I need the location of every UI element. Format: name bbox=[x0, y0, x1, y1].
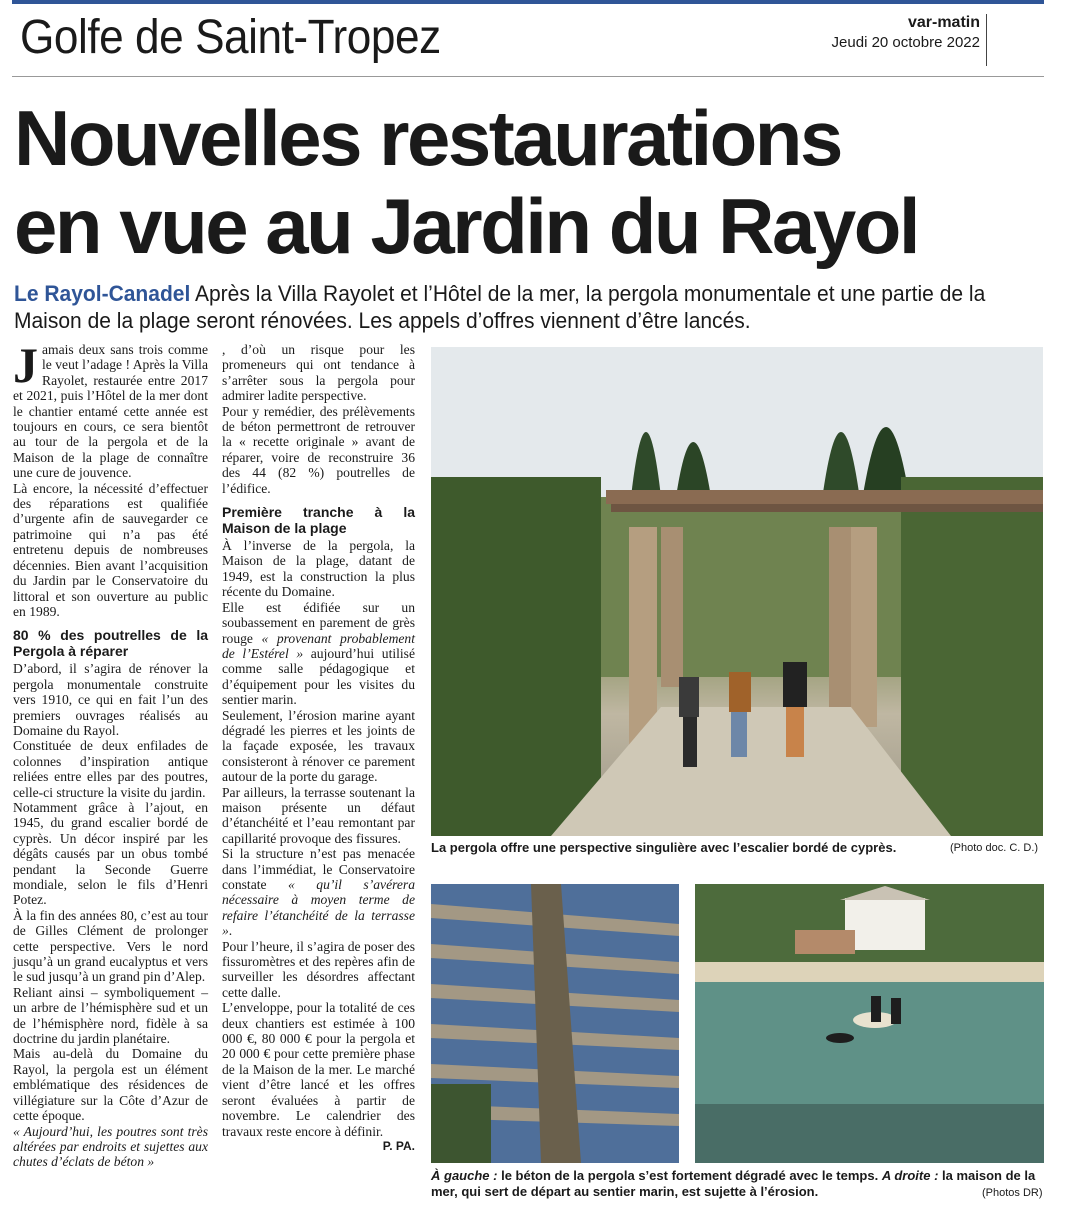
pergola-photo bbox=[431, 347, 1043, 836]
standfirst-text: Après la Villa Rayolet et l’Hôtel de la mer, la pergola monumentale et une partie de la Maison de la plage seront rénovées. Les appels d’offres viennent d’être lancés. bbox=[14, 281, 986, 333]
pergola-concrete-photo bbox=[431, 884, 679, 1163]
paragraph: Reliant ainsi – symboliquement – un arbre de l’hémisphère sud et un de l’hémisphère nord, fidèle à sa doctrine du jardin planétaire. bbox=[13, 984, 208, 1047]
bottom-photos-credit: (Photos DR) bbox=[982, 1187, 1043, 1199]
main-photo-caption: La pergola offre une perspective singulière avec l’escalier bordé de cyprès. bbox=[431, 840, 897, 855]
pergola-concrete-illustration bbox=[431, 884, 679, 1163]
article-column-2 bbox=[222, 342, 415, 1154]
header-divider bbox=[12, 76, 1044, 77]
masthead-divider bbox=[986, 14, 987, 66]
headline bbox=[14, 94, 1054, 270]
quote-paragraph: « Aujourd’hui, les poutres sont très altérées par endroits et sujettes aux chutes d’éclats de béton » bbox=[13, 1123, 208, 1170]
paragraph: , d’où un risque pour les promeneurs qui ont tendance à s’arrêter sous la pergola pour admirer ladite perspective. bbox=[222, 342, 415, 404]
paragraph: Seulement, l’érosion marine ayant dégradé les pierres et les joints de la façade exposée, les travaux consisteront à rénover ce parement autour de la porte du garage. bbox=[222, 707, 415, 785]
maison-de-la-mer-photo bbox=[695, 884, 1044, 1163]
paragraph: Pour l’heure, il s’agira de poser des fissuromètres et des repères afin de surveiller les désordres affectant cette dalle. bbox=[222, 938, 415, 1000]
subheading: 80 % des poutrelles de la Pergola à réparer bbox=[13, 627, 208, 660]
paragraph: Par ailleurs, la terrasse soutenant la maison présente un défaut d’étanchéité et l’eau remontant par capillarité provoque des fissures. bbox=[222, 784, 415, 846]
section-title: Golfe de Saint-Tropez bbox=[20, 11, 441, 64]
paragraph: À la fin des années 80, c’est au tour de Gilles Clément de prolonger cette perspective. Vers le nord jusqu’à un grand eucalyptus et vers le sud jusqu’à un grand pin d’Alep. bbox=[13, 907, 208, 985]
paragraph: À l’inverse de la pergola, la Maison de la plage, datant de 1949, est la construction la plus récente du Domaine. bbox=[222, 538, 415, 600]
paragraph: L’enveloppe, pour la totalité de ces deux chantiers est estimée à 100 000 €, 80 000 € pour la pergola et 20 000 € pour cette première phase de la Maison de la mer. Le marché vient d’être lancé et les offres seront évaluées à partir de novembre. Le calendrier des travaux reste encore à définir. bbox=[222, 1000, 415, 1139]
paragraph: Elle est édifiée sur un soubassement en parement de grès rouge « provenant probablement de l’Estérel » aujourd’hui utilisé comme salle pédagogique et d’équipement pour les visites du sentier marin. bbox=[222, 599, 415, 708]
subheading: Première tranche à la Maison de la plage bbox=[222, 504, 415, 537]
paragraph: Si la structure n’est pas menacée dans l’immédiat, le Conservatoire constate « qu’il s’avérera nécessaire à moyen terme de refaire l’étanchéité de la terrasse ». bbox=[222, 846, 416, 939]
pergola-photo-illustration bbox=[431, 347, 1043, 836]
paragraph: Pour y remédier, des prélèvements de béton permettront de retrouver la « recette originale » avant de réparer, voire de reconstruire 36 des 44 (82 %) poutrelles de l’édifice. bbox=[222, 403, 415, 496]
article-column-1 bbox=[13, 337, 208, 1170]
main-photo-credit: (Photo doc. C. D.) bbox=[950, 842, 1039, 854]
paragraph: D’abord, il s’agira de rénover la pergola monumentale construite vers 1910, ce qui en fait l’un des premiers ouvrages réalisés au Domaine du Rayol. bbox=[13, 661, 208, 738]
paragraph: Là encore, la nécessité d’effectuer des réparations est qualifiée d’urgente afin de sauvegarder ce patrimoine qui n’a pas été entretenu depuis de nombreuses décennies. Bien avant l’acquisition du Jardin par le Conservatoire du littoral et son ouverture au public en 1989. bbox=[13, 480, 208, 619]
brand-name: var-matin bbox=[907, 14, 980, 31]
maison-de-la-mer-illustration bbox=[695, 884, 1044, 1163]
issue-date: Jeudi 20 octobre 2022 bbox=[831, 34, 980, 51]
drop-cap: J bbox=[13, 337, 38, 393]
top-accent-bar bbox=[12, 0, 1044, 4]
standfirst bbox=[14, 280, 1000, 334]
paragraph: Notamment grâce à l’ajout, en 1945, du grand escalier bordé de cyprès. Un décor inspiré par les dégâts causés par un obus tombé pendant la Seconde Guerre mondiale, selon le fils d’Henri Potez. bbox=[13, 799, 208, 908]
paragraph: Mais au-delà du Domaine du Rayol, la pergola est un élément emblématique des résidences de villégiature sur la Côte d’Azur de cette époque. bbox=[13, 1046, 208, 1124]
paragraph: Constituée de deux enfilades de colonnes d’inspiration antique reliées entre elles par des poutres, celle-ci structure la visite du jardin. bbox=[13, 738, 208, 800]
masthead bbox=[832, 14, 980, 51]
bottom-photos-caption: À gauche : le béton de la pergola s’est fortement dégradé avec le temps. A droite : la maison de la mer, qui sert de départ au sentier marin, est sujette à l’érosion. bbox=[431, 1168, 1036, 1199]
location-label: Le Rayol-Canadel bbox=[14, 281, 191, 306]
headline-line-2: en vue au Jardin du Rayol bbox=[14, 182, 919, 270]
paragraph: Jamais deux sans trois comme le veut l’adage ! Après la Villa Rayolet, restaurée entre 2017 et 2021, puis l’Hôtel de la mer dont le chantier entamé cette année est toujours en cours, ce sera bientôt au tour de la pergola et de la Maison de la plage de connaître une cure de jouvence. bbox=[13, 337, 208, 481]
headline-line-1: Nouvelles restaurations bbox=[14, 94, 841, 182]
byline: P. PA. bbox=[382, 1138, 415, 1153]
